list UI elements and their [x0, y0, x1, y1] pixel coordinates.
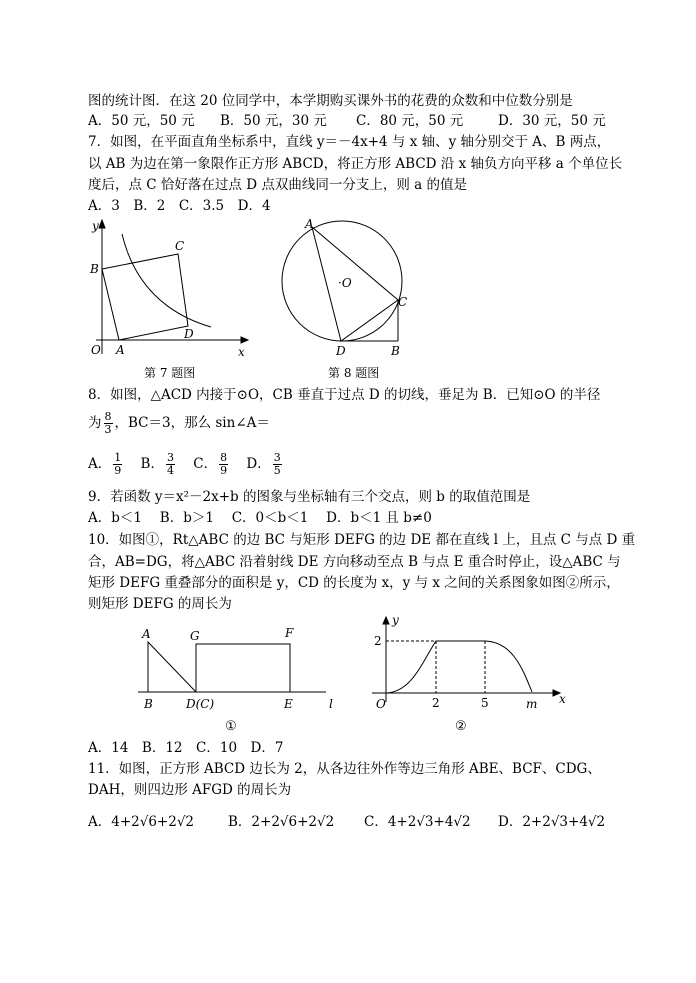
fig8-label-c: C: [398, 295, 408, 309]
fig8-label-b: B: [391, 344, 400, 358]
fig7-caption: 第 7 题图: [144, 366, 196, 380]
fig10a-label-dc: D(C): [186, 697, 215, 711]
fig10b-label-o: O: [376, 697, 386, 711]
fig7-square: [102, 254, 188, 340]
fig10a-label-e: E: [284, 697, 293, 711]
q10-line3: 矩形 DEFG 重叠部分的面积是 y，CD 的长度为 x，y 与 x 之间的关系图象如图②所示，: [88, 575, 620, 591]
q8-option-c: C． $\frac{8}{9}$: [193, 451, 228, 477]
q11-option-a: A．4+2√6+2√2: [88, 814, 195, 830]
fig10a-label-g: G: [190, 629, 200, 643]
fig8-label-o: ·O: [338, 276, 352, 290]
fig10b-tick-x2: 2: [432, 696, 440, 710]
q6-option-a: A．50 元，50 元: [88, 113, 195, 129]
q11-option-c: C．4+2√3+4√2: [364, 814, 471, 830]
q10-line2: 合，AB=DG，将△ABC 沿着射线 DE 方向移动至点 B 与点 E 重合时停止，设△ABC 与: [88, 554, 621, 570]
fig10a-number: ①: [225, 719, 237, 734]
q11-option-b: B．2+2√6+2√2: [228, 814, 335, 830]
figure-10-1: [128, 618, 348, 738]
q8-line2-pre: 为: [88, 415, 102, 431]
q8-line2: [88, 408, 270, 438]
fig7-label-d: D: [184, 327, 194, 341]
fig10a-triangle: [148, 642, 196, 692]
q8-line2-post: ，BC＝3，那么 sin∠A＝: [114, 415, 270, 431]
fig10b-label-m: m: [526, 697, 538, 711]
fig7-label-b: B: [90, 262, 99, 276]
q7-options: A．3 B．2 C．3.5 D．4: [88, 198, 271, 214]
fig8-caption: 第 8 题图: [328, 366, 380, 380]
fig7-label-o: O: [91, 343, 101, 357]
figure-10-2: [362, 612, 572, 738]
fig10b-curve: [386, 641, 532, 693]
fig10b-number: ②: [455, 719, 467, 734]
fig10a-label-f: F: [285, 626, 294, 640]
q6-option-d: D．30 元，50 元: [498, 113, 606, 129]
fig7-hyperbola: [122, 234, 211, 327]
q11-line1: 11．如图，正方形 ABCD 边长为 2，从各边往外作等边三角形 ABE、BCF、CDG、: [88, 761, 601, 777]
q8-option-d: D． $\frac{3}{5}$: [246, 451, 281, 477]
fig8-label-d: D: [336, 344, 346, 358]
fig8-label-a: A: [305, 217, 314, 231]
q7-line3: 度后，点 C 恰好落在过点 D 点双曲线同一分支上，则 a 的值是: [88, 177, 467, 193]
q8-option-a: A． $\frac{1}{9}$: [88, 451, 122, 477]
q11-option-d: D．2+2√3+4√2: [498, 814, 606, 830]
fig8-triangle: [312, 227, 398, 341]
fig10b-label-y: y: [392, 613, 399, 627]
fig7-label-a: A: [116, 343, 125, 357]
q8-option-b: B． $\frac{3}{4}$: [140, 451, 174, 477]
q7-line1: 7．如图，在平面直角坐标系中，直线 y＝－4x+4 与 x 轴、y 轴分别交于 A、B 两点，: [88, 134, 611, 150]
q8-options: [88, 448, 284, 480]
q6-option-c: C．80 元，50 元: [356, 113, 464, 129]
q6-text: 图的统计图．在这 20 位同学中，本学期购买课外书的花费的众数和中位数分别是: [88, 93, 573, 109]
q8-radius-fraction: [104, 411, 113, 436]
q9-line1: 9．若函数 y＝x²－2x+b 的图象与坐标轴有三个交点，则 b 的取值范围是: [88, 489, 531, 505]
fig10b-tick-y2: 2: [374, 634, 382, 648]
fig10a-rectangle: [196, 644, 290, 692]
figure-7: [86, 214, 256, 364]
q8-frac-den: 3: [104, 423, 112, 436]
fig10a-label-a: A: [142, 627, 151, 641]
fig7-label-x: x: [238, 345, 245, 359]
fig10a-label-b: B: [144, 697, 153, 711]
q6-option-b: B．50 元，30 元: [220, 113, 327, 129]
figure-8: [272, 214, 422, 364]
fig10a-label-l: l: [329, 697, 333, 711]
q10-options: A．14 B．12 C．10 D．7: [88, 740, 284, 756]
fig10b-label-x: x: [559, 692, 566, 706]
fig10b-tick-x5: 5: [481, 696, 489, 710]
q7-line2: 以 AB 为边在第一象限作正方形 ABCD，将正方形 ABCD 沿 x 轴负方向平移 a 个单位长: [88, 156, 623, 172]
q10-line1: 10．如图①，Rt△ABC 的边 BC 与矩形 DEFG 的边 DE 都在直线 l 上，且点 C 与点 D 重: [88, 532, 636, 548]
fig7-label-y: y: [92, 219, 99, 233]
fig7-label-c: C: [175, 239, 185, 253]
q11-line2: DAH，则四边形 AFGD 的周长为: [88, 782, 292, 798]
q10-line4: 则矩形 DEFG 的周长为: [88, 596, 232, 612]
q8-frac-num: 8: [104, 410, 112, 423]
q9-options: A．b＜1 B．b＞1 C．0＜b＜1 D．b＜1 且 b≠0: [88, 510, 432, 526]
q8-line1: 8．如图，△ACD 内接于⊙O，CB 垂直于过点 D 的切线，垂足为 B．已知⊙O 的半径: [88, 387, 601, 403]
